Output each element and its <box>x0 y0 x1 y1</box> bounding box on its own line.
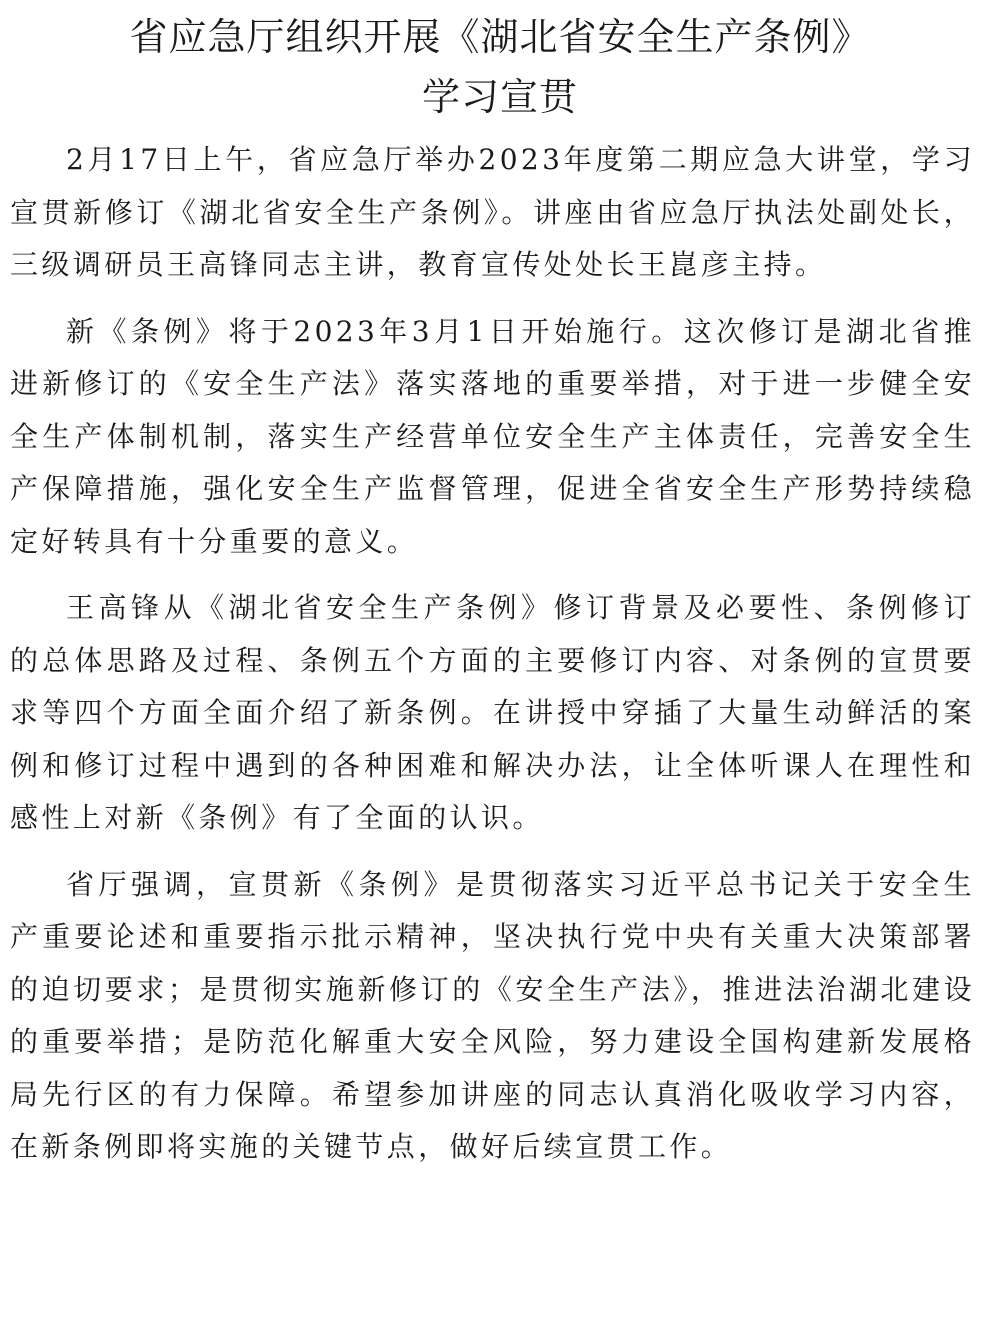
article-title-line-2: 学习宣贯 <box>421 75 578 119</box>
paragraph-1: 2月17日上午，省应急厅举办2023年度第二期应急大讲堂，学习宣贯新修订《湖北省安全生产条例》。讲座由省应急厅执法处副处长，三级调研员王高锋同志主讲，教育宣传处处长王崑彦主持。 <box>10 143 975 281</box>
article-body <box>10 134 975 1188</box>
article-title-line-1: 省应急厅组织开展《湖北省安全生产条例》 <box>129 15 871 59</box>
paragraph-3: 王高锋从《湖北省安全生产条例》修订背景及必要性、条例修订的总体思路及过程、条例五个方面的主要修订内容、对条例的宣贯要求等四个方面全面介绍了新条例。在讲授中穿插了大量生动鲜活的案例和修订过程中遇到的各种困难和解决办法，让全体听课人在理性和感性上对新《条例》有了全面的认识。 <box>10 591 975 834</box>
paragraph-2: 新《条例》将于2023年3月1日开始施行。这次修订是湖北省推进新修订的《安全生产法》落实落地的重要举措，对于进一步健全安全生产体制机制，落实生产经营单位安全生产主体责任，完善安全生产保障措施，强化安全生产监督管理，促进全省安全生产形势持续稳定好转具有十分重要的意义。 <box>10 314 975 558</box>
paragraph-4: 省厅强调，宣贯新《条例》是贯彻落实习近平总书记关于安全生产重要论述和重要指示批示精神，坚决执行党中央有关重大决策部署的迫切要求；是贯彻实施新修订的《安全生产法》，推进法治湖北建设的重要举措；是防范化解重大安全风险，努力建设全国构建新发展格局先行区的有力保障。希望参加讲座的同志认真消化吸收学习内容，在新条例即将实施的关键节点，做好后续宣贯工作。 <box>10 867 975 1163</box>
